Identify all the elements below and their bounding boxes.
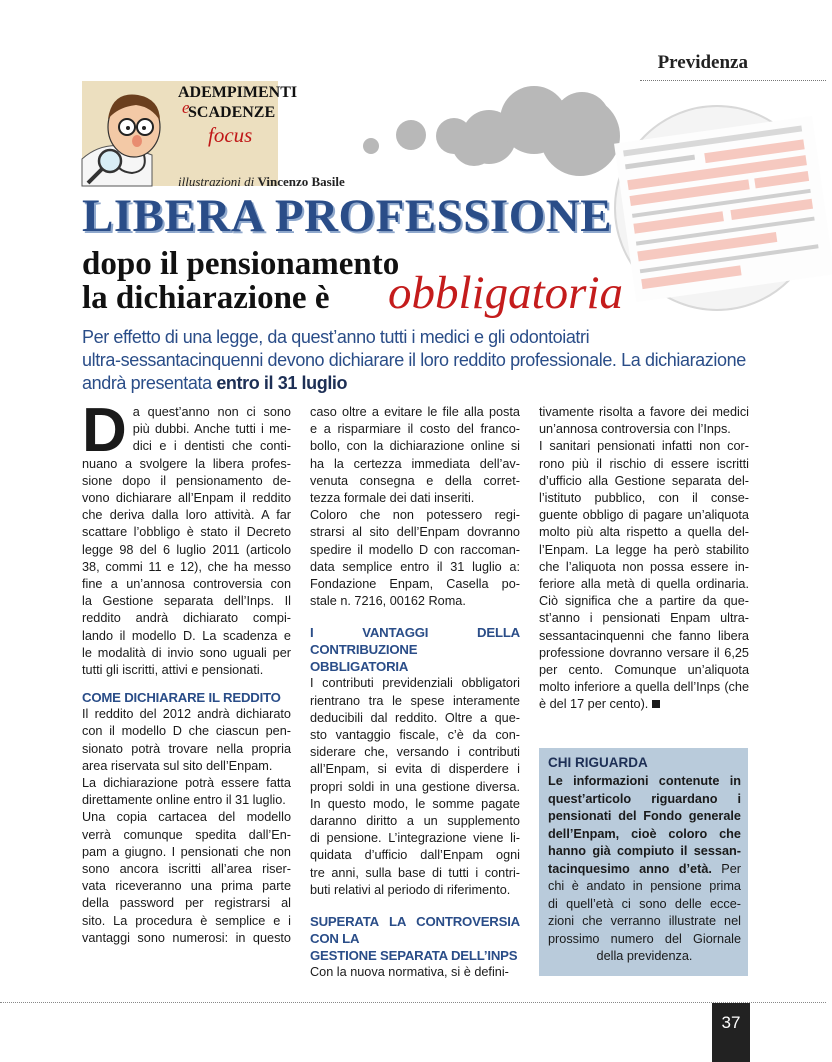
body-line: direttamente online entro il 31 luglio.	[82, 793, 286, 808]
logo-line-1: ADEMPIMENTI	[178, 84, 298, 101]
body-line: tivamente risolta a favore dei medici	[539, 405, 749, 419]
box-rest: Per	[711, 861, 741, 876]
body-line: la Gestione separata dell’Inps. Il	[82, 594, 291, 609]
headline-line-2: dopo il pensionamento	[82, 246, 400, 282]
body-line: venuta consegna e della corret-	[310, 473, 520, 488]
body-line: dici e i dentisti che conti-	[132, 439, 291, 454]
end-mark	[652, 700, 660, 708]
credit-prefix: illustrazioni di	[178, 174, 255, 189]
body-line: sionato potrà trovare nella propria	[82, 741, 291, 756]
body-line: spedire il modello D con raccoman-	[310, 542, 520, 557]
body-line: Ciò significa che a partire da que-	[539, 594, 749, 609]
body-line: un’annosa controversia con l’Inps.	[539, 422, 731, 437]
body-line: con il modello D che ciascun pen-	[82, 724, 291, 739]
page-number: 37	[712, 1003, 750, 1062]
body-line: della password per registrarsi al	[82, 896, 291, 911]
body-line: caso oltre a evitare le file alla posta	[310, 405, 520, 419]
body-line: La dichiarazione potrà essere fatta	[82, 776, 291, 791]
body-line: reddito andrà dichiarato compi-	[82, 611, 291, 626]
body-line: vantaggi sono numerosi: in questo	[82, 930, 291, 945]
subheading: SUPERATA LA CONTROVERSIA CON LA	[310, 914, 520, 947]
body-line: deducibili dal reddito. Oltre a que-	[310, 710, 520, 725]
box-line	[548, 861, 741, 879]
body-line: In questo modo, le somme pagate	[310, 796, 520, 811]
box-line: quest’articolo riguardano i	[548, 791, 741, 806]
body-line: I sanitari pensionati infatti non cor-	[539, 439, 749, 454]
body-line: Coloro che non potessero regi-	[310, 508, 520, 523]
info-box-text	[548, 773, 741, 966]
logo-line-2: e	[182, 98, 190, 117]
body-line: le modalità di invio sono uguali per	[82, 645, 291, 660]
headline-line-3: la dichiarazione è	[82, 280, 330, 316]
body-line: tutti gli iscritti, attivi e pensionati.	[82, 663, 264, 678]
body-line: lando il modello D. La scadenza e	[82, 628, 291, 643]
subheading: GESTIONE SEPARATA DELL’INPS	[310, 948, 518, 964]
body-line: Il reddito del 2012 andrà dichiarato	[82, 707, 291, 722]
body-line: legge 98 del 6 luglio 2011 (articolo	[82, 542, 291, 557]
headline: LIBERA PROFESSIONE	[82, 190, 613, 242]
body-line: I contributi previdenziali obbligatori	[310, 676, 520, 691]
body-line: siderare che, versando i contributi	[310, 745, 520, 760]
footer-divider	[0, 1002, 826, 1003]
box-line: prossimo numero del Giornale	[548, 931, 741, 946]
body-line: l’Enpam. La legge ha però stabilito	[539, 542, 749, 557]
box-line: dell’Enpam, cioè coloro che	[548, 826, 741, 841]
body-line: più dubbi. Anche tutti i me-	[132, 422, 291, 437]
credit-name: Vincenzo Basile	[257, 174, 345, 189]
decor-circle	[396, 120, 426, 150]
tax-form-image	[602, 108, 832, 308]
body-line: per cento. Comunque un’aliquota	[539, 663, 749, 678]
body-line: molto più alta rispetto a quella del-	[539, 525, 749, 540]
body-line: scattare l’obbligo è stato il Decreto	[82, 525, 291, 540]
lead-paragraph	[82, 326, 762, 395]
box-line: zioni che verranno illustrate nel	[548, 914, 741, 928]
drop-cap: D	[82, 396, 127, 465]
body-line: daranno diritto a un supplemento	[310, 814, 520, 829]
body-line: vono dichiarare all’Enpam il reddito	[82, 491, 291, 506]
body-line: buti relativi al periodo di riferimento.	[310, 882, 511, 897]
body-line: sione dopo il pensionamento de-	[82, 473, 291, 488]
body-line: sessantacinquenni che fanno libera	[539, 628, 749, 643]
body-line: e a risparmiare il costo del franco-	[310, 422, 520, 437]
article-column-2	[310, 404, 520, 981]
decor-circle	[363, 138, 379, 154]
logo-focus: focus	[208, 123, 253, 147]
body-line: tre anni, sulla base di tutti i contri-	[310, 865, 520, 880]
box-bold: tacinquesimo anno d’età.	[548, 861, 712, 876]
lead-bold: entro il 31 luglio	[216, 373, 348, 393]
body-line: guente obbligo di pagare un’aliquota	[539, 508, 749, 523]
subheading: OBBLIGATORIA	[310, 659, 409, 675]
body-line: bollo, con la dichiarazione online si	[310, 439, 520, 454]
body-line: propri soldi in una gestione diversa.	[310, 779, 520, 794]
body-line: fine a un’annosa controversia con	[82, 577, 291, 592]
box-line: di quell’età ci sono delle ecce-	[548, 896, 741, 911]
box-line: della previdenza.	[596, 949, 693, 963]
body-line: molto inferiore a quella dell’Inps (che	[539, 680, 749, 695]
body-line: strarsi al sito dell’Enpam dovranno	[310, 525, 520, 540]
article-column-3	[539, 404, 749, 714]
box-line: hanno già compiuto il sessan-	[548, 844, 741, 858]
headline-emphasis: obbligatoria	[388, 267, 624, 319]
body-line: area riservata sul sito dell’Enpam.	[82, 758, 273, 773]
lead-line: ultra-sessantacinquenni devono dichiarare il loro reddito professionale. La dichiarazione	[82, 350, 746, 370]
body-line: professione dovranno versare il 6,25	[539, 645, 749, 660]
subheading: I VANTAGGI DELLA CONTRIBUZIONE	[310, 625, 520, 658]
body-line: sono ancora iscritti all’area riser-	[82, 862, 291, 877]
body-line: st’anno i pensionati Enpam ultra-	[539, 611, 749, 626]
body-line-text: è del 17 per cento).	[539, 697, 649, 712]
lead-line: Per effetto di una legge, da quest’anno tutti i medici e gli odontoiatri	[82, 327, 590, 347]
body-line: vata riceveranno una prima parte	[82, 879, 291, 894]
body-line: nuano a svolgere la libera profes-	[82, 456, 291, 471]
body-line: data semplice entro il 31 luglio a:	[310, 559, 520, 574]
logo-line-3: SCADENZE	[188, 104, 276, 121]
body-line: che deriva dalla loro attività. A far	[82, 508, 291, 523]
body-line: stale n. 7216, 00162 Roma.	[310, 594, 466, 609]
section-divider	[640, 80, 826, 81]
body-line: che l’aliquota non possa essere in-	[539, 559, 749, 574]
body-line: Fondazione Enpam, Casella po-	[310, 577, 520, 592]
body-line: 38, commi 11 e 12), che ha messo	[82, 559, 291, 574]
body-line: rientrano tra le spese interamente	[310, 693, 520, 708]
box-line: Le informazioni contenute in	[548, 774, 741, 788]
body-line: l’istituto pubblico, con il conse-	[539, 491, 749, 506]
body-line: ha la certezza immediata dell’av-	[310, 456, 520, 471]
body-line: verrà comunque spedita dall’En-	[82, 827, 291, 842]
lead-line: andrà presentata	[82, 373, 212, 393]
body-line: quidata d’ufficio dall’Enpam ogni	[310, 848, 520, 863]
box-line: pensionati del Fondo generale	[548, 809, 741, 823]
body-line	[539, 696, 749, 713]
body-line: all’Enpam, si evita di disperdere i	[310, 762, 520, 777]
body-line: Con la nuova normativa, si è defini-	[310, 965, 509, 980]
body-line: rono più il rischio di essere iscritti	[539, 456, 749, 471]
box-line: chi è andato in pensione prima	[548, 879, 741, 893]
body-line: sto vantaggio fiscale, c’è da con-	[310, 728, 520, 743]
body-line: di pensione. L’integrazione viene li-	[310, 831, 520, 846]
body-line: sito. La procedura è semplice e i	[82, 913, 291, 928]
section-title: Previdenza	[657, 52, 748, 73]
info-box-title: CHI RIGUARDA	[548, 755, 648, 770]
subheading: COME DICHIARARE IL REDDITO	[82, 690, 281, 706]
illustration-credit	[178, 174, 345, 190]
article-column-1	[82, 396, 291, 947]
column-logo	[82, 81, 298, 186]
body-line: tezza formale dei dati inseriti.	[310, 491, 475, 506]
body-line: feriore alla metà di quella ordinaria.	[539, 577, 749, 592]
body-line: d’ufficio alla Gestione separata del-	[539, 473, 749, 488]
body-line: Una copia cartacea del modello	[82, 810, 291, 825]
body-line: a quest’anno non ci sono	[132, 405, 291, 419]
body-line: pam a giugno. I pensionati che non	[82, 844, 291, 859]
